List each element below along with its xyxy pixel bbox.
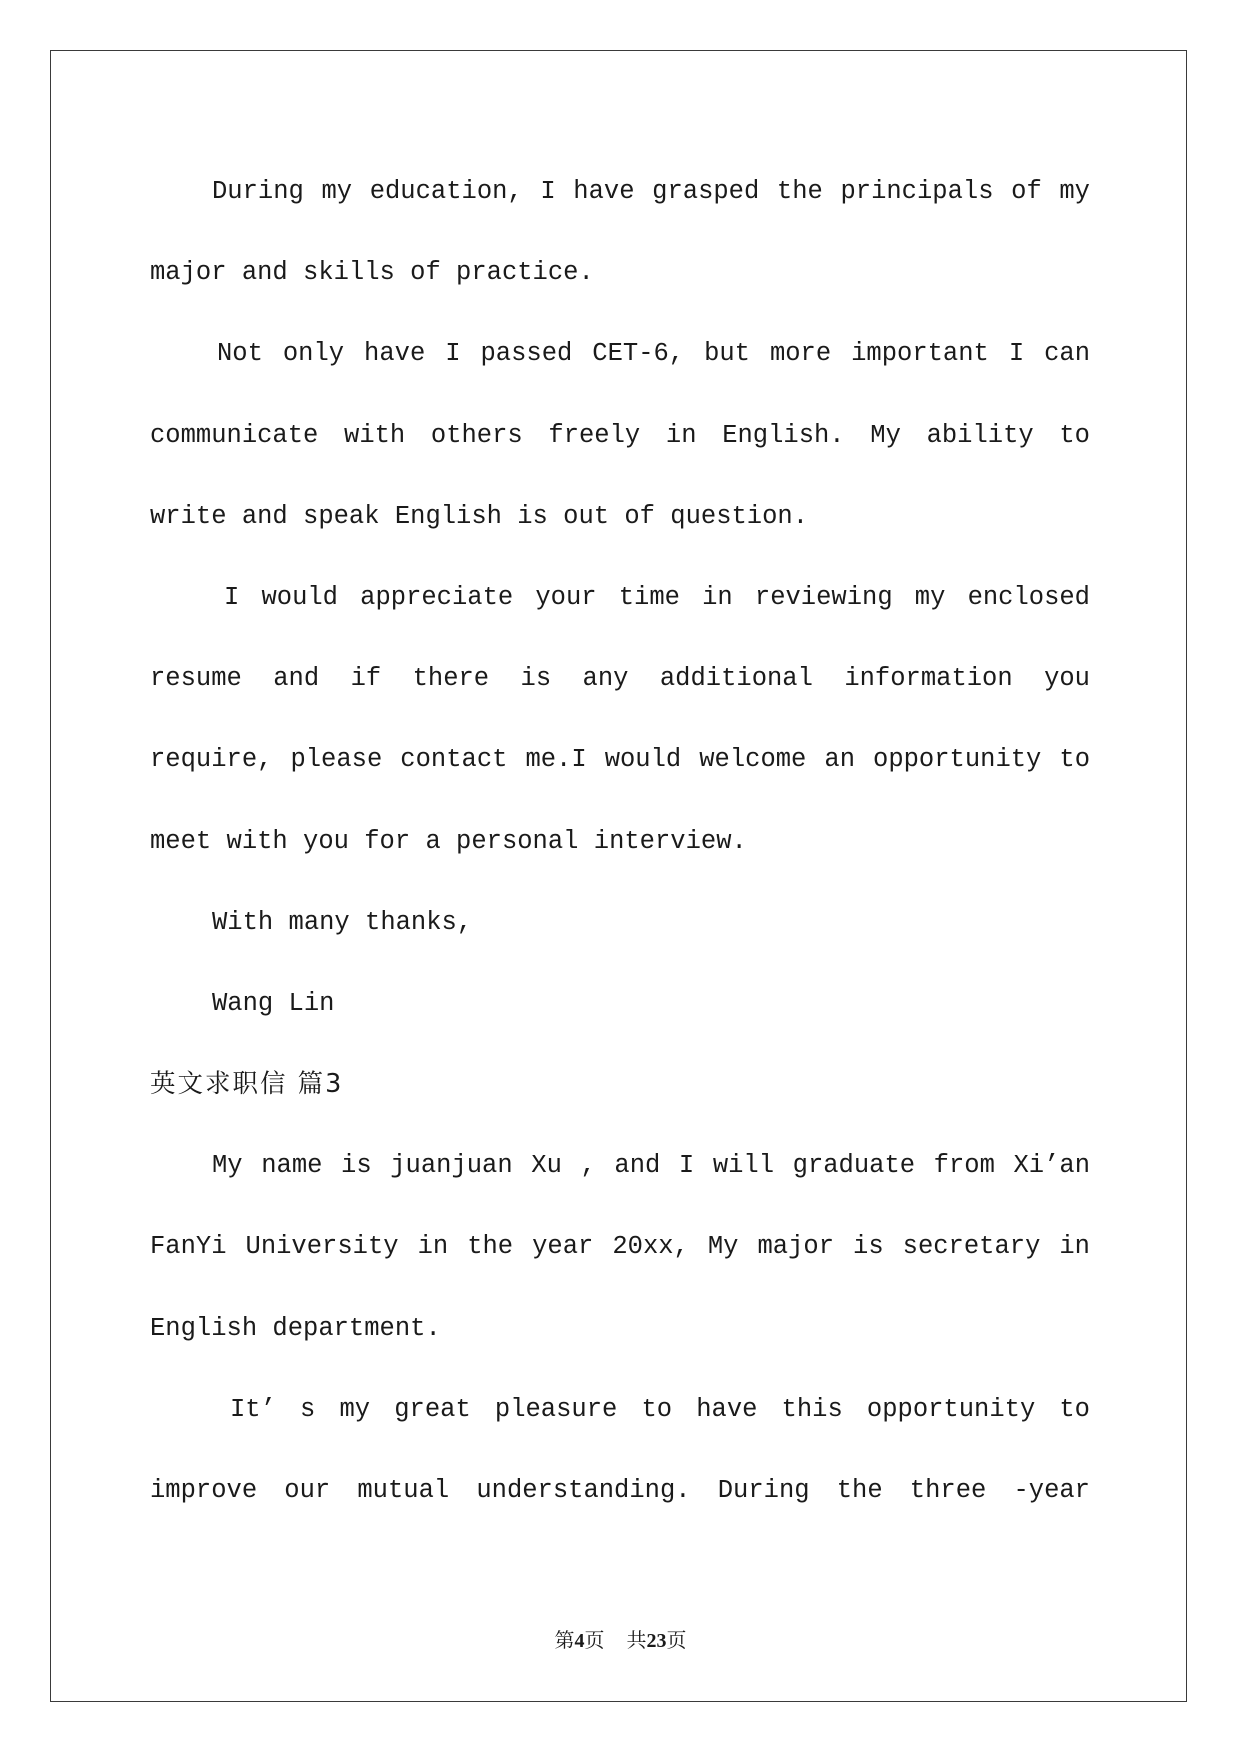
text-line: improve our mutual understanding. During the three -year (150, 1476, 1090, 1505)
document-body (150, 151, 1090, 1531)
paragraph-education (150, 151, 1090, 313)
text-line: It’ s my great pleasure to have this opportunity to (230, 1394, 1090, 1424)
current-page-number: 4 (574, 1630, 585, 1652)
section-heading: 英文求职信 篇3 (150, 1069, 344, 1100)
text-line: require, please contact me.I would welcome an opportunity to (150, 745, 1090, 775)
total-suffix: 页 (666, 1630, 687, 1652)
text-line: My name is juanjuan Xu , and I will graduate from Xi’an (212, 1151, 1090, 1181)
text-line: With many thanks, (212, 907, 473, 937)
closing-salutation (150, 882, 1090, 963)
paragraph-introduction (150, 1125, 1090, 1369)
paragraph-english-skills (150, 313, 1090, 557)
total-prefix: 共 (626, 1630, 647, 1652)
text-line: Not only have I passed CET-6, but more important I can (217, 339, 1090, 369)
text-line: I would appreciate your time in reviewing my enclosed (224, 582, 1090, 612)
text-line: resume and if there is any additional information you (150, 664, 1090, 694)
text-line: During my education, I have grasped the principals of my (212, 177, 1090, 206)
page-suffix: 页 (584, 1630, 605, 1652)
text-line: Wang Lin (212, 988, 335, 1018)
paragraph-request-interview (150, 557, 1090, 882)
page-number-footer (0, 1624, 1241, 1653)
page-prefix: 第 (554, 1630, 575, 1652)
paragraph-opportunity (150, 1369, 1090, 1531)
text-line: communicate with others freely in English. My ability to (150, 420, 1090, 450)
text-line: write and speak English is out of question. (150, 501, 809, 531)
signature-name (150, 963, 1090, 1044)
total-pages-number: 23 (646, 1630, 667, 1652)
text-line: English department. (150, 1313, 441, 1343)
text-line: FanYi University in the year 20xx, My major is secretary in (150, 1232, 1090, 1262)
text-line: major and skills of practice. (150, 258, 594, 288)
text-line: meet with you for a personal interview. (150, 826, 747, 856)
